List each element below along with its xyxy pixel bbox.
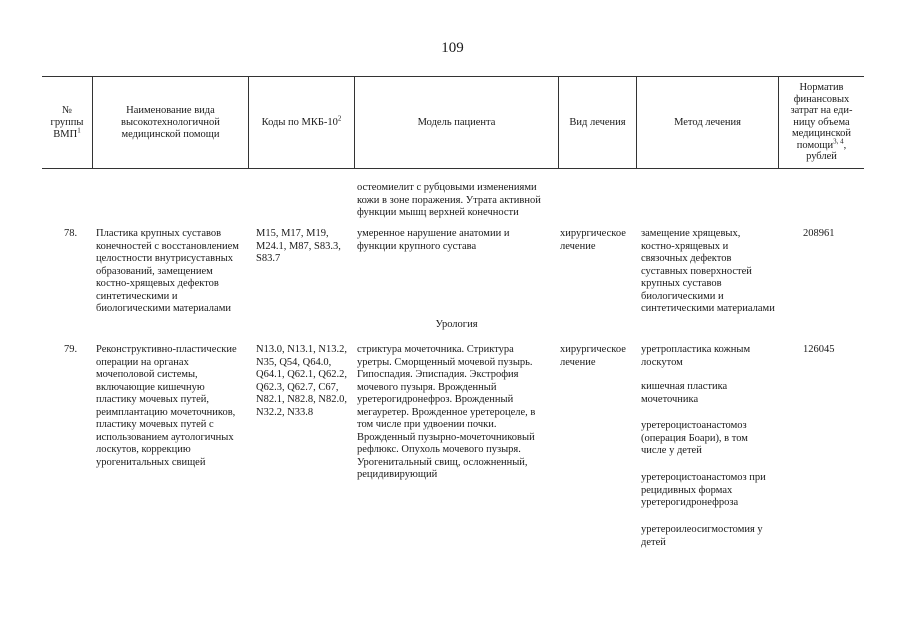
- continuation-patient-model: остеомиелит с рубцовыми изменениями кожи в зоне поражения. Утрата активной функции мышц верхней конечности: [357, 182, 541, 218]
- row-79-care-type: Реконструктивно-пластические операции на органах мочеполовой системы, включающие кишечную пластику мочевых путей, реимплантацию мочеточников, пластику мочевых путей с использованием аутологичных лоскутов, коррекцию урогенитальных свищей: [96, 344, 237, 468]
- row-79-cost: 126045: [803, 344, 835, 355]
- row-79-icd-codes: N13.0, N13.1, N13.2, N35, Q54, Q64.0, Q64.1, Q62.1, Q62.2, Q62.3, Q62.7, C67, N82.1, N82.8, N82.0, N32.2, N33.8: [256, 344, 347, 418]
- row-78-number: 78.: [64, 228, 78, 239]
- row-79-method-2: кишечная пластика мочеточника: [641, 381, 728, 405]
- row-79-patient-model: стриктура мочеточника. Стриктура уретры. Сморщенный мочевой пузырь. Гипоспадия. Эписпадия. Экстрофия мочевого пузыря. Врожденный уретерогидронефроз. Врожденный мегауретер. Врожденное уретероцеле, в том числе при удвоении почки. Врожденный пузырно-мочеточниковый рефлюкс. Опухоль мочевого пузыря. Урогенитальный свищ, осложненный, рецидивирующий: [357, 344, 536, 480]
- row-78-treatment-type: хирургическое лечение: [560, 228, 626, 252]
- header-care-type: Наименование вида высокотехнологичной медицинской помощи: [121, 104, 220, 140]
- header-treatment-method: Метод лечения: [674, 116, 741, 128]
- row-79-method-1: уретропластика кожным лоскутом: [641, 344, 751, 368]
- header-icd-codes: Коды по МКБ-$10^2$: [261, 114, 342, 128]
- header-patient-model: Модель пациента: [417, 116, 496, 128]
- row-79-method-5: уретероилеосигмостомия у детей: [641, 524, 763, 548]
- row-78-icd-codes: M15, M17, M19, M24.1, M87, S83.3, S83.7: [256, 228, 341, 264]
- row-78-treatment-method: замещение хрящевых, костно-хрящевых и связочных дефектов суставных поверхностей крупных суставов биологическими и синтетическими материалами: [641, 228, 775, 314]
- header-cost-norm: Норматив финансовых затрат на еди- ницу объема медицинской помощи$^{3, 4}$, рублей: [790, 82, 853, 163]
- row-78-patient-model: умеренное нарушение анатомии и функции крупного сустава: [357, 228, 510, 252]
- row-79-method-4: уретероцистоанастомоз при рецидивных формах уретерогидронефроза: [641, 472, 766, 508]
- header-bottom-border: [42, 168, 864, 169]
- row-79-treatment-type: хирургическое лечение: [560, 344, 626, 368]
- page-number: 109: [441, 40, 464, 56]
- header-treatment-type: Вид лечения: [569, 116, 626, 128]
- row-78-cost: 208961: [803, 228, 835, 239]
- row-79-number: 79.: [64, 344, 78, 355]
- row-78-care-type: Пластика крупных суставов конечностей с восстановлением целостности внутрисуставных образований, замещением костно-хрящевых дефектов синтетическими и биологическими материалами: [96, 228, 239, 314]
- section-title-urology: Урология: [435, 319, 478, 330]
- header-group-number: № группы ВМП$^1$: [50, 104, 84, 140]
- row-79-method-3: уретероцистоанастомоз (операция Боари), в том числе у детей: [641, 420, 748, 456]
